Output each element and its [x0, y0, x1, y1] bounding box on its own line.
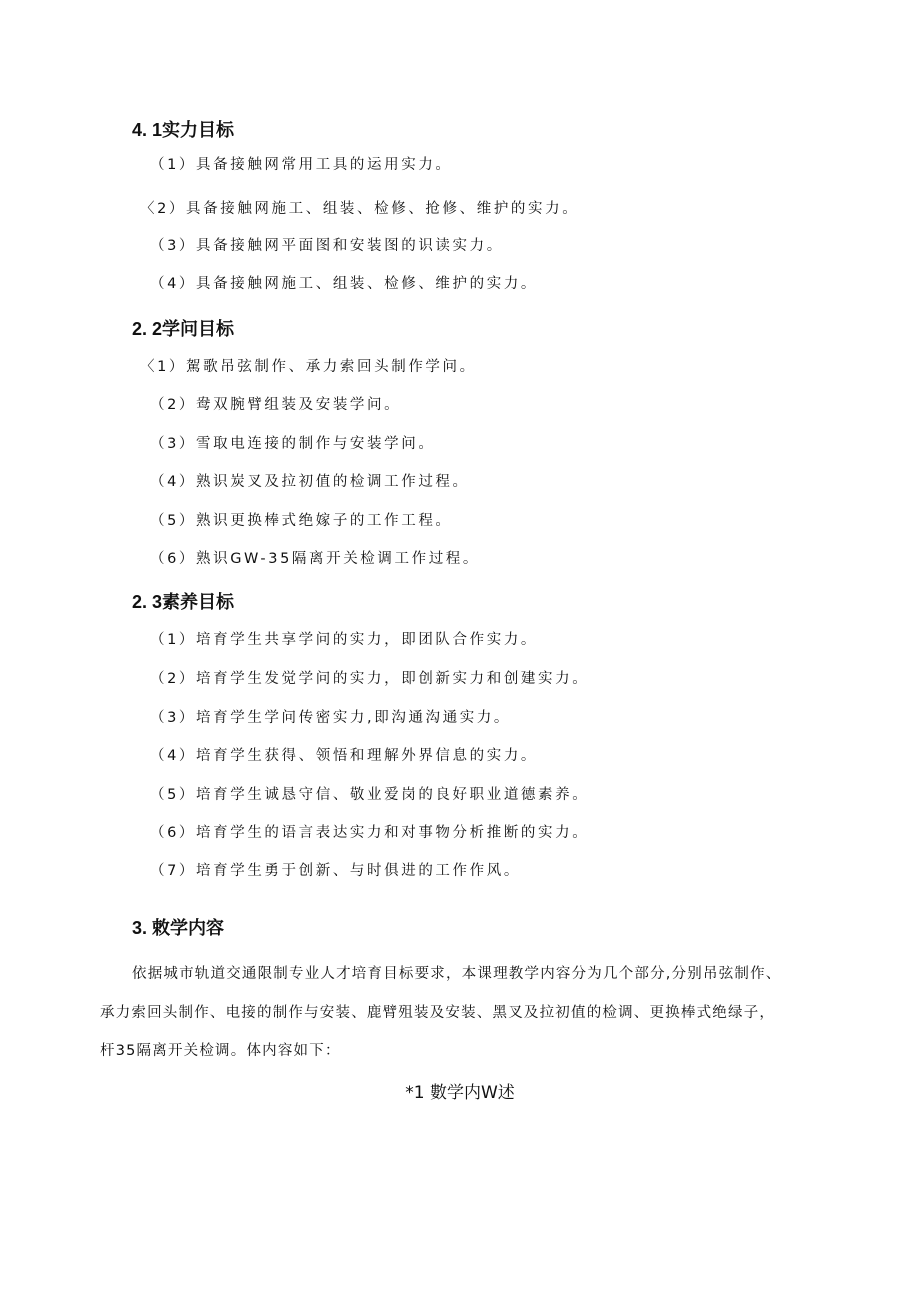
- list-item: （4）培育学生获得、领悟和理解外界信息的实力。: [150, 748, 539, 764]
- list-item: 〈1）駕歌吊弦制作、承力索回头制作学问。: [140, 359, 477, 375]
- section-heading: 3. 敕学内容: [132, 918, 225, 938]
- section-heading: 2. 2学问目标: [132, 319, 235, 339]
- paragraph-line: 杆35隔离开关检调。体内容如下：: [100, 1043, 341, 1059]
- list-item: （3）培育学生学问传密实力,即沟通沟通实力。: [150, 710, 512, 726]
- list-item: （4）具备接触网施工、组装、检修、维护的实力。: [150, 276, 539, 292]
- list-item: （3）雪取电连接的制作与安装学问。: [150, 436, 436, 452]
- list-item: （5）培育学生诚恳守信、敬业爱岗的良好职业道德素养。: [150, 787, 590, 803]
- list-item: （4）熟识炭叉及拉初值的检调工作过程。: [150, 474, 470, 490]
- list-item: 〈2）具备接触网施工、组装、检修、抢修、维护的实力。: [140, 201, 580, 217]
- list-item: （2）培育学生发觉学问的实力，即创新实力和创建实力。: [150, 671, 590, 687]
- paragraph-line: 承力索回头制作、电接的制作与安装、鹿臂殂装及安装、黑叉及拉初值的检调、更换棒式绝绿子，: [100, 1005, 776, 1021]
- list-item: （1）具备接触网常用工具的运用实力。: [150, 157, 453, 173]
- list-item: （2）鸯双腕臂组装及安装学问。: [150, 397, 402, 413]
- table-caption: *1 數学内W述: [405, 1083, 515, 1103]
- section-heading: 2. 3素养目标: [132, 592, 235, 612]
- list-item: （6）培育学生的语言表达实力和对事物分析推断的实力。: [150, 825, 590, 841]
- paragraph-line: 依据城市轨道交通限制专业人才培育目标要求，本课理教学内容分为几个部分,分别吊弦制作、: [132, 966, 782, 982]
- list-item: （1）培育学生共享学问的实力，即团队合作实力。: [150, 632, 539, 648]
- list-item: （6）熟识GW-35隔离开关检调工作过程。: [150, 551, 480, 567]
- list-item: （7）培育学生勇于创新、与时俱进的工作作风。: [150, 863, 521, 879]
- list-item: （3）具备接触网平面图和安装图的识读实力。: [150, 238, 504, 254]
- list-item: （5）熟识更换棒式绝嫁子的工作工程。: [150, 513, 453, 529]
- section-heading: 4. 1实力目标: [132, 120, 235, 140]
